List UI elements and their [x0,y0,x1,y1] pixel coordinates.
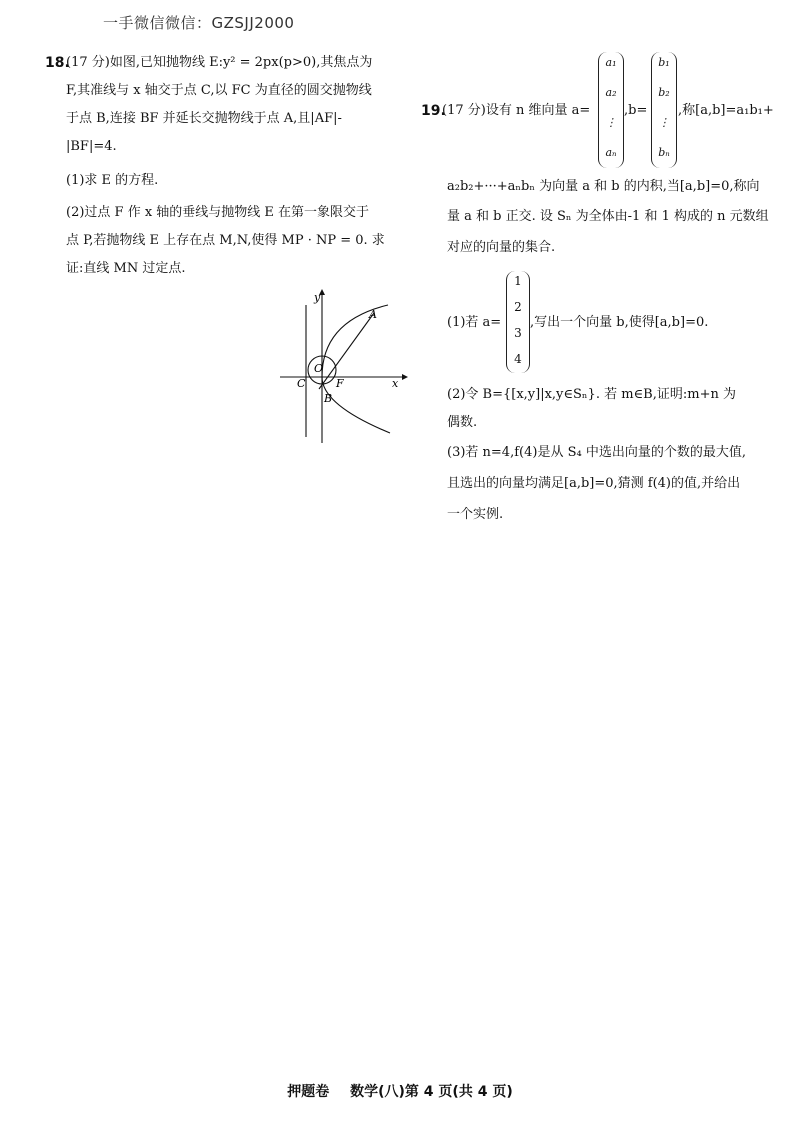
point-f-label: F [336,377,344,390]
q19-line-1: a₂b₂+···+aₙbₙ 为向量 a 和 b 的内积,当[a,b]=0,称向 [447,179,760,194]
watermark-header: 一手微信微信：GZSJJ2000 [103,14,295,32]
vector-a-matrix: a₁ a₂ ⋮ aₙ [598,52,624,168]
q18-line-1: (17 分)如图,已知抛物线 E:y² = 2px(p>0),其焦点为 [66,55,373,70]
q19-part-3-line-3: 一个实例. [447,507,504,522]
footer-page-info: 数学(八)第 4 页(共 4 页) [350,1084,513,1100]
q19-intro-mid: ,b= [624,103,648,118]
q18-line-2: F,其准线与 x 轴交于点 C,以 FC 为直径的圆交抛物线 [66,83,372,98]
parabola-curve [322,305,390,433]
page-footer [0,1081,800,1101]
q19-intro-right: ,称[a,b]=a₁b₁+ [678,103,774,118]
point-c-label: C [297,377,306,390]
q18-part-2-line-3: 证:直线 MN 过定点. [66,261,186,276]
q19-line-3: 对应的向量的集合. [447,240,556,255]
q18-line-3: 于点 B,连接 BF 并延长交抛物线于点 A,且|AF|- [66,111,342,126]
y-label: y [314,291,321,304]
question-19-number: 19. [421,103,446,119]
q19-part-3-line-1: (3)若 n=4,f(4)是从 S₄ 中选出向量的个数的最大值, [447,445,746,460]
q18-part-2-line-2: 点 P,若抛物线 E 上存在点 M,N,使得 MP · NP = 0. 求 [66,233,385,248]
point-o-label: O [314,362,324,375]
q19-part-1-right: ,写出一个向量 b,使得[a,b]=0. [530,315,709,330]
q19-line-2: 量 a 和 b 正交. 设 Sₙ 为全体由-1 和 1 构成的 n 元数组 [447,209,769,224]
q19-part-2-line-1: (2)令 B={[x,y]|x,y∈Sₙ}. 若 m∈B,证明:m+n 为 [447,387,736,402]
q19-part-3-line-2: 且选出的向量均满足[a,b]=0,猜测 f(4)的值,并给出 [447,476,741,491]
q19-part-1-left: (1)若 a= [447,315,502,330]
q19-part-2-line-2: 偶数. [447,415,478,430]
q18-line-4: |BF|=4. [66,139,117,154]
x-axis-arrow [402,374,408,380]
x-label: x [392,377,399,390]
parabola-figure [270,285,410,445]
line-bf-a [319,313,374,389]
point-b-label: B [324,392,333,405]
q18-part-1: (1)求 E 的方程. [66,173,159,188]
point-a-label: A [369,308,377,321]
question-18-number: 18. [45,55,70,71]
q19-intro-left: (17 分)设有 n 维向量 a= [442,103,591,118]
vector-a-numeric: 1 2 3 4 [506,271,530,373]
vector-b-matrix: b₁ b₂ ⋮ bₙ [651,52,677,168]
q18-part-2-line-1: (2)过点 F 作 x 轴的垂线与抛物线 E 在第一象限交于 [66,205,370,220]
footer-exam-type: 押题卷 [287,1084,330,1100]
